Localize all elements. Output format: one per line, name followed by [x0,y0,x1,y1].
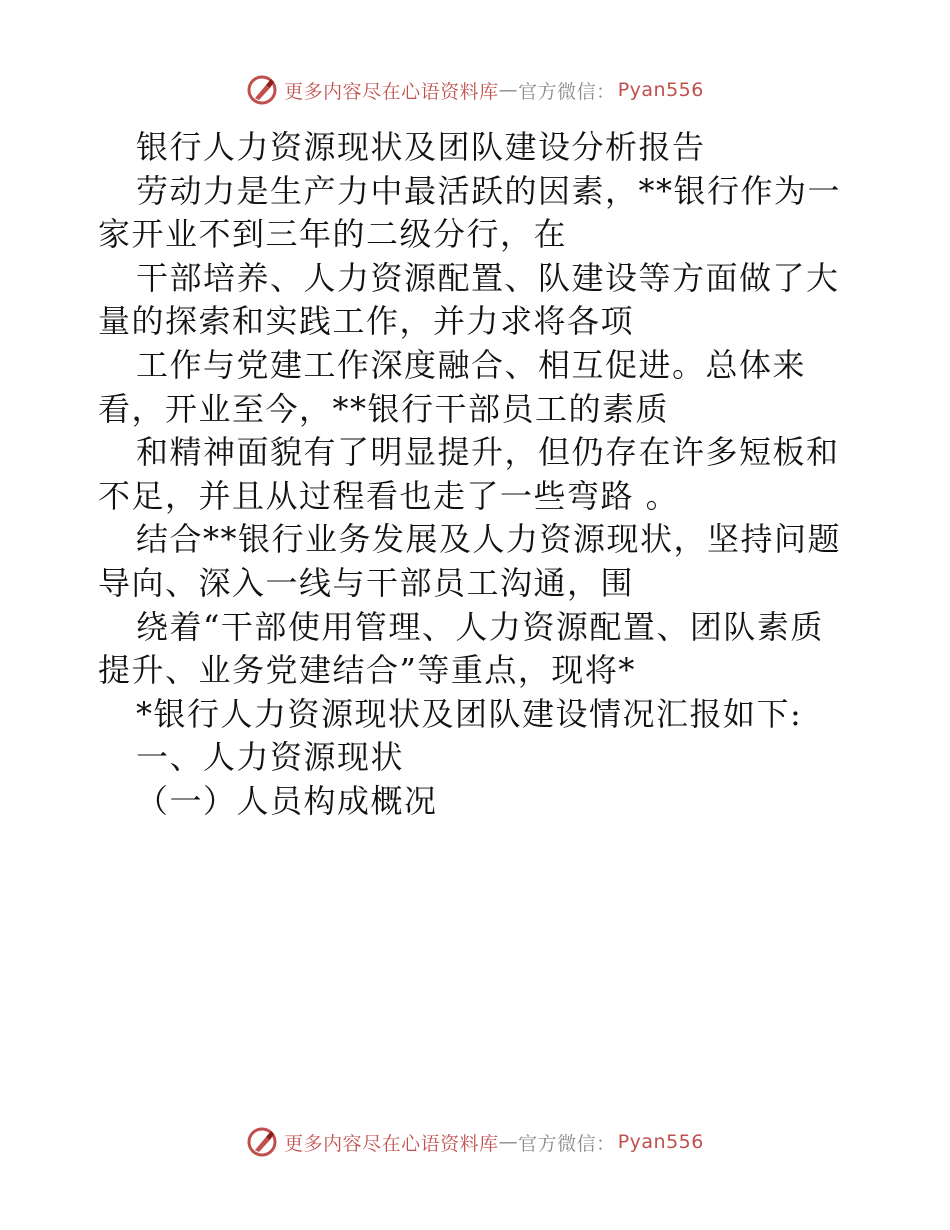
brush-logo-icon [246,74,278,106]
header-banner [0,70,950,110]
banner-lead-text: 更多内容尽在心语资料库 [284,1132,499,1155]
banner-wechat-label: 官方微信： [518,80,616,103]
paragraph-line: 干部培养、人力资源配置、队建设等方面做了大 [136,258,840,297]
paragraph-line: 不足，并且从过程看也走了一些弯路 。 [98,476,680,515]
document-title: 银行人力资源现状及团队建设分析报告 [136,128,706,166]
section-heading: 一、人力资源现状 [136,738,405,777]
paragraph-line: 提升、业务党建结合”等重点，现将* [98,651,636,690]
banner-wechat-id: Pyan556 [617,1131,704,1153]
paragraph-line: 结合**银行业务发展及人力资源现状，坚持问题 [136,520,842,559]
banner-lead-text: 更多内容尽在心语资料库 [284,80,499,103]
paragraph-line: 工作与党建工作深度融合、相互促进。总体来 [136,345,807,384]
paragraph-line: 导向、深入一线与干部员工沟通，围 [98,563,635,602]
paragraph-line: 劳动力是生产力中最活跃的因素，**银行作为一 [136,171,842,210]
paragraph-line: 绕着“干部使用管理、人力资源配置、团队素质 [136,607,824,646]
paragraph-line: 和精神面貌有了明显提升，但仍存在许多短板和 [136,433,840,472]
paragraph-line: 量的探索和实践工作，并力求将各项 [98,302,635,341]
banner-dash: — [498,79,519,101]
subsection-heading: （一）人员构成概况 [136,781,438,820]
paragraph-line: *银行人力资源现状及团队建设情况汇报如下: [136,694,803,733]
document-body [98,126,858,824]
paragraph-line: 家开业不到三年的二级分行，在 [98,215,568,254]
paragraph-line: 看，开业至今，**银行干部员工的素质 [98,389,670,428]
banner-dash: — [498,1131,519,1153]
banner-wechat-label: 官方微信： [518,1132,616,1155]
footer-banner [0,1122,950,1162]
brush-logo-icon [246,1126,278,1158]
banner-wechat-id: Pyan556 [617,79,704,101]
